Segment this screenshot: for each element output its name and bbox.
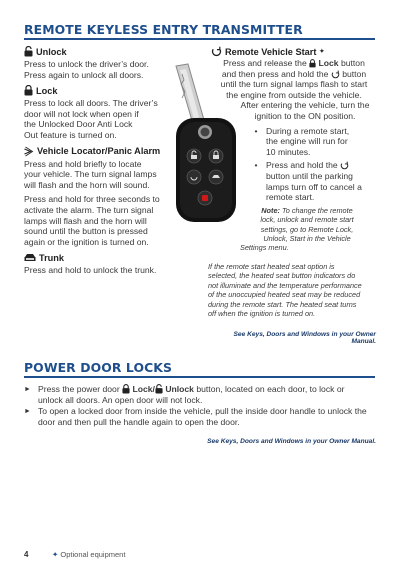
trunk-text xyxy=(24,265,200,276)
text-run: button, located on each door, to lock or xyxy=(196,384,345,394)
pdl-item xyxy=(24,406,380,427)
pdl-line xyxy=(38,384,344,395)
text-run: button xyxy=(340,58,365,68)
bullet-line: During a remote start, xyxy=(266,125,350,136)
lock-heading-label: Lock xyxy=(36,85,58,96)
locator-line: again or the ignition is turned on. xyxy=(24,236,149,247)
section-title-rke: REMOTE KEYLESS ENTRY TRANSMITTER xyxy=(24,22,303,37)
heated-line: selected, the heated seat button indicators do xyxy=(208,271,356,281)
padlock-open-icon xyxy=(155,384,163,394)
padlock-closed-icon xyxy=(24,85,33,96)
heated-seat-note xyxy=(208,262,382,318)
remote-start-line: ignition to the ON position. xyxy=(254,110,356,121)
arrow-marker-icon: ► xyxy=(24,386,31,393)
heated-line: not illuminate and the temperature performance xyxy=(208,280,362,290)
note-line xyxy=(234,206,380,215)
bullet-dot: • xyxy=(254,125,258,136)
heated-line: during the remote start. The heated seat turns xyxy=(208,299,357,309)
pdl-list xyxy=(24,384,380,427)
trunk-heading-label: Trunk xyxy=(39,252,65,263)
unlock-word: Unlock xyxy=(165,384,194,394)
heated-line: of the unoccupied heated seat may be reduced xyxy=(208,290,361,300)
remote-start-text xyxy=(208,58,380,122)
owner-manual-ref-2: See Keys, Doors and Windows in your Owner Manual. xyxy=(207,438,376,445)
footer-note xyxy=(52,550,125,559)
page-number: 4 xyxy=(24,550,29,559)
locator-line: Press and hold briefly to locate xyxy=(24,158,142,169)
bullet-item xyxy=(252,126,380,158)
horn-icon xyxy=(24,146,34,157)
bullet-line: button until the parking xyxy=(266,170,353,181)
lock-line: Out feature is turned on. xyxy=(24,129,117,140)
optional-mark: ✦ xyxy=(319,49,325,55)
remote-start-icon xyxy=(211,46,222,57)
pdl-item xyxy=(24,384,380,405)
lock-line: the Unlocked Door Anti Lock xyxy=(24,119,133,130)
pdl-line: unlock all doors. An open door will not lock. xyxy=(38,394,203,405)
text-run: To change the remote xyxy=(281,205,353,215)
note-label: Note: xyxy=(261,205,280,215)
optional-mark: ✦ xyxy=(52,550,59,559)
note-block xyxy=(208,206,380,253)
bullet-line: the engine will run for xyxy=(266,136,348,147)
section-title-pdl: POWER DOOR LOCKS xyxy=(24,360,173,375)
locator-line: activate the alarm. The turn signal xyxy=(24,204,154,215)
remote-start-line: until the turn signal lamps flash to start xyxy=(220,79,368,90)
footer-note-text: Optional equipment xyxy=(60,550,126,559)
bullet-dot: • xyxy=(254,160,258,171)
text-run: Press the power door xyxy=(38,384,120,394)
right-column xyxy=(208,46,380,253)
remote-start-line: After entering the vehicle, turn the xyxy=(240,100,370,111)
section-rule xyxy=(24,376,375,378)
remote-start-line xyxy=(208,69,380,80)
remote-start-line: the engine from outside the vehicle. xyxy=(226,89,362,100)
locator-line: will flash and the horn will sound. xyxy=(24,179,150,190)
unlock-heading xyxy=(24,46,200,57)
remote-start-heading-label: Remote Vehicle Start xyxy=(225,46,317,57)
text-run: and then press and hold the xyxy=(221,68,329,79)
note-line: Unlock, Start in the Vehicle xyxy=(263,233,351,243)
note-line: lock, unlock and remote start xyxy=(260,215,354,225)
locator-heading-label: Vehicle Locator/Panic Alarm xyxy=(37,146,161,157)
remote-start-bullets xyxy=(208,126,380,203)
unlock-line: Press to unlock the driver’s door. xyxy=(24,59,149,69)
remote-start-icon xyxy=(331,70,340,79)
padlock-open-icon xyxy=(24,46,33,57)
unlock-line: Press again to unlock all doors. xyxy=(24,69,144,80)
locator-line: sound until the button is pressed xyxy=(24,226,148,237)
pdl-line: To open a locked door from inside the vehicle, pull the inside door handle to unlock the xyxy=(38,406,367,417)
bullet-item xyxy=(252,160,380,202)
locator-line: Press and hold for three seconds to xyxy=(24,194,160,205)
heated-line: off when the ignition is turned on. xyxy=(208,309,316,319)
lock-line: Press to lock all doors. The driver’s xyxy=(24,98,158,109)
bullet-line xyxy=(266,160,362,171)
section-rule xyxy=(24,38,375,40)
locator-line: lamps will flash and the horn will xyxy=(24,215,147,226)
bullet-line: 10 minutes. xyxy=(266,146,311,157)
bullet-line: remote start. xyxy=(266,192,315,203)
owner-manual-ref-1: See Keys, Doors and Windows in your Owner Manual. xyxy=(233,331,376,345)
trunk-line: Press and hold to unlock the trunk. xyxy=(24,265,157,276)
trunk-icon xyxy=(24,252,36,263)
padlock-closed-icon xyxy=(122,384,130,394)
locator-line: your vehicle. The turn signal lamps xyxy=(24,169,157,180)
trunk-heading xyxy=(24,252,200,263)
note-line: Settings menu. xyxy=(240,243,289,253)
padlock-closed-icon xyxy=(309,59,316,68)
pdl-line: door and then pull the handle again to open the door. xyxy=(38,416,240,427)
unlock-heading-label: Unlock xyxy=(36,46,67,57)
lock-word: Lock xyxy=(318,58,339,68)
text-run: Press and hold the xyxy=(266,160,338,171)
text-run: button xyxy=(342,68,367,79)
note-line: settings, go to Remote Lock, xyxy=(260,224,354,234)
bullet-line: lamps turn off to cancel a xyxy=(266,181,362,192)
lock-line: door will not lock when open if xyxy=(24,108,139,119)
heated-line: If the remote start heated seat option is xyxy=(208,262,335,271)
remote-start-line xyxy=(208,58,380,69)
text-run: Press and release the xyxy=(223,58,307,68)
remote-start-icon xyxy=(340,161,349,170)
lock-word: Lock/ xyxy=(132,384,155,394)
remote-start-heading xyxy=(208,46,380,57)
arrow-marker-icon: ► xyxy=(24,408,31,416)
